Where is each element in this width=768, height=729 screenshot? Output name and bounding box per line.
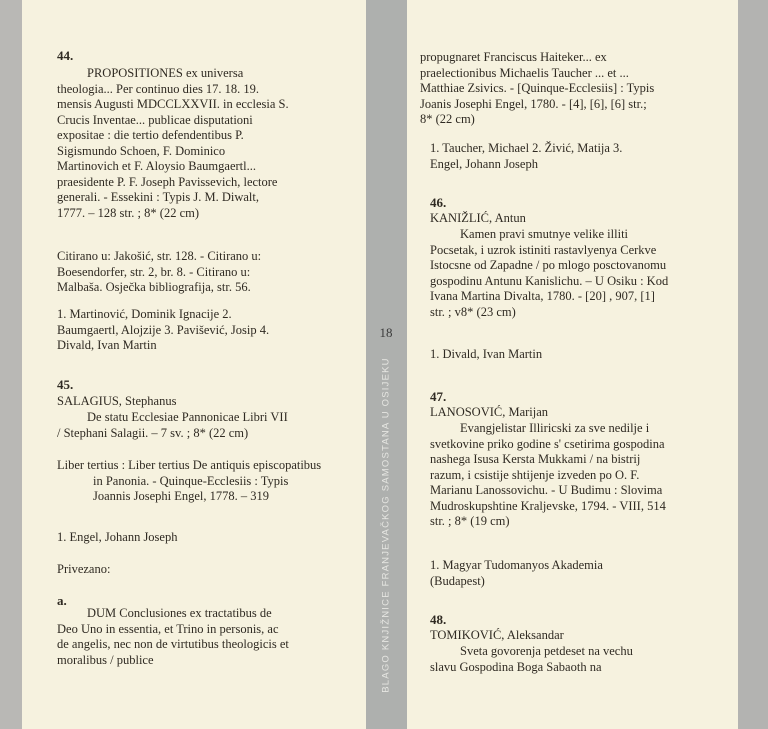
continued-names: 1. Taucher, Michael 2. Živić, Matija 3. Engel, Johann Joseph xyxy=(430,141,623,171)
entry-47-author: LANOSOVIĆ, Marijan xyxy=(430,405,549,419)
page-number: 18 xyxy=(379,325,393,340)
right-page-edge xyxy=(738,0,768,729)
entry-48-author: TOMIKOVIĆ, Aleksandar xyxy=(430,628,564,642)
entry-47-names: 1. Magyar Tudomanyos Akademia (Budapest) xyxy=(430,558,603,588)
entry-number-45: 45. xyxy=(57,377,74,392)
sub-entry-text: DUM Conclusiones ex tractatibus de Deo Uno in essentia, et Trino in personis, ac de angelis, nec non de virtutibus theologicis et moralibus / publice xyxy=(57,606,289,667)
entry-46-author: KANIŽLIĆ, Antun xyxy=(430,211,526,225)
entry-45-title: De statu Ecclesiae Pannonicae Libri VII / Stephani Salagii. – 7 sv. ; 8* (22 cm) xyxy=(57,410,288,440)
entry-44-citations: Citirano u: Jakošić, str. 128. - Citirano u: Boesendorfer, str. 2, br. 8. - Citirano u: Malbaša. Osječka bibliografija, str. 56. xyxy=(57,249,262,294)
entry-48-description: Sveta govorenja petdeset na vechu slavu Gospodina Boga Sabaoth na xyxy=(430,644,633,674)
entry-44-description: PROPOSITIONES ex universa theologia... Per continuo dies 17. 18. 19. mensis Augusti MDCCLXXVII. in ecclesia S. Crucis Inventae... publicae disputationi expositae : die tertio defendentibus P. Sigismundo Schoen, F. Dominico Martinovich et F. Aloysio Baumgaertl... praesidente P. F. Joseph Pavissevich, lectore generali. - Essekini : Typis J. M. Diwalt, 1777. – 128 str. ; 8* (22 cm) xyxy=(57,66,289,220)
entry-44-names: 1. Martinović, Dominik Ignacije 2. Baumgaertl, Alojzije 3. Pavišević, Josip 4. Divald, Ivan Martin xyxy=(57,307,270,352)
continued-text: propugnaret Franciscus Haiteker... ex praelectionibus Michaelis Taucher ... et ... Matthiae Zsivics. - [Quinque-Ecclesiis] : Typis Joanis Josephi Engel, 1780. - [4], [6], [6] str.; 8* (22 cm) xyxy=(420,50,655,126)
entry-number-44: 44. xyxy=(57,48,74,63)
entry-45-author: SALAGIUS, Stephanus xyxy=(57,394,177,408)
sub-entry-letter: a. xyxy=(57,593,67,608)
spine-title: BLAGO KNJIŽNICE FRANJEVAČKOG SAMOSTANA U OSIJEKU xyxy=(380,357,392,693)
entry-45-names: 1. Engel, Johann Joseph xyxy=(57,530,178,544)
entry-46-names: 1. Divald, Ivan Martin xyxy=(430,347,543,361)
entry-45-liber: Liber tertius : Liber tertius De antiquis episcopatibus in Panonia. - Quinque-Ecclesiis : Typis Joannis Josephi Engel, 1778. – 319 xyxy=(57,458,322,503)
entry-number-48: 48. xyxy=(430,612,447,627)
left-page-edge xyxy=(0,0,22,729)
entry-47-description: Evangjelistar Illiricski za sve nedilje i svetkovine priko godine s' csetirima gospodina nashega Isusa Kersta Mukkami / na bistrij razum, i csistije shtijenje izveden po O. F. Marianu Lanossovichu. - U Budimu : Slovima Mudroskupshtine Kraljevske, 1794. - VIII, 514 str. ; 8* (19 cm) xyxy=(430,421,666,528)
entry-46-description: Kamen pravi smutnye velike illiti Pocsetak, i uzrok istiniti rastavlyenya Cerkve Istocsne od Zapadne / po mlogo posctovanomu gospodinu Antunu Kanislichu. – U Osiku : Kod Ivana Martina Divalta, 1780. - [20] , 907, [1] str. ; v8* (23 cm) xyxy=(430,227,669,319)
bound-with-label: Privezano: xyxy=(57,562,111,576)
entry-number-46: 46. xyxy=(430,195,447,210)
entry-number-47: 47. xyxy=(430,389,447,404)
